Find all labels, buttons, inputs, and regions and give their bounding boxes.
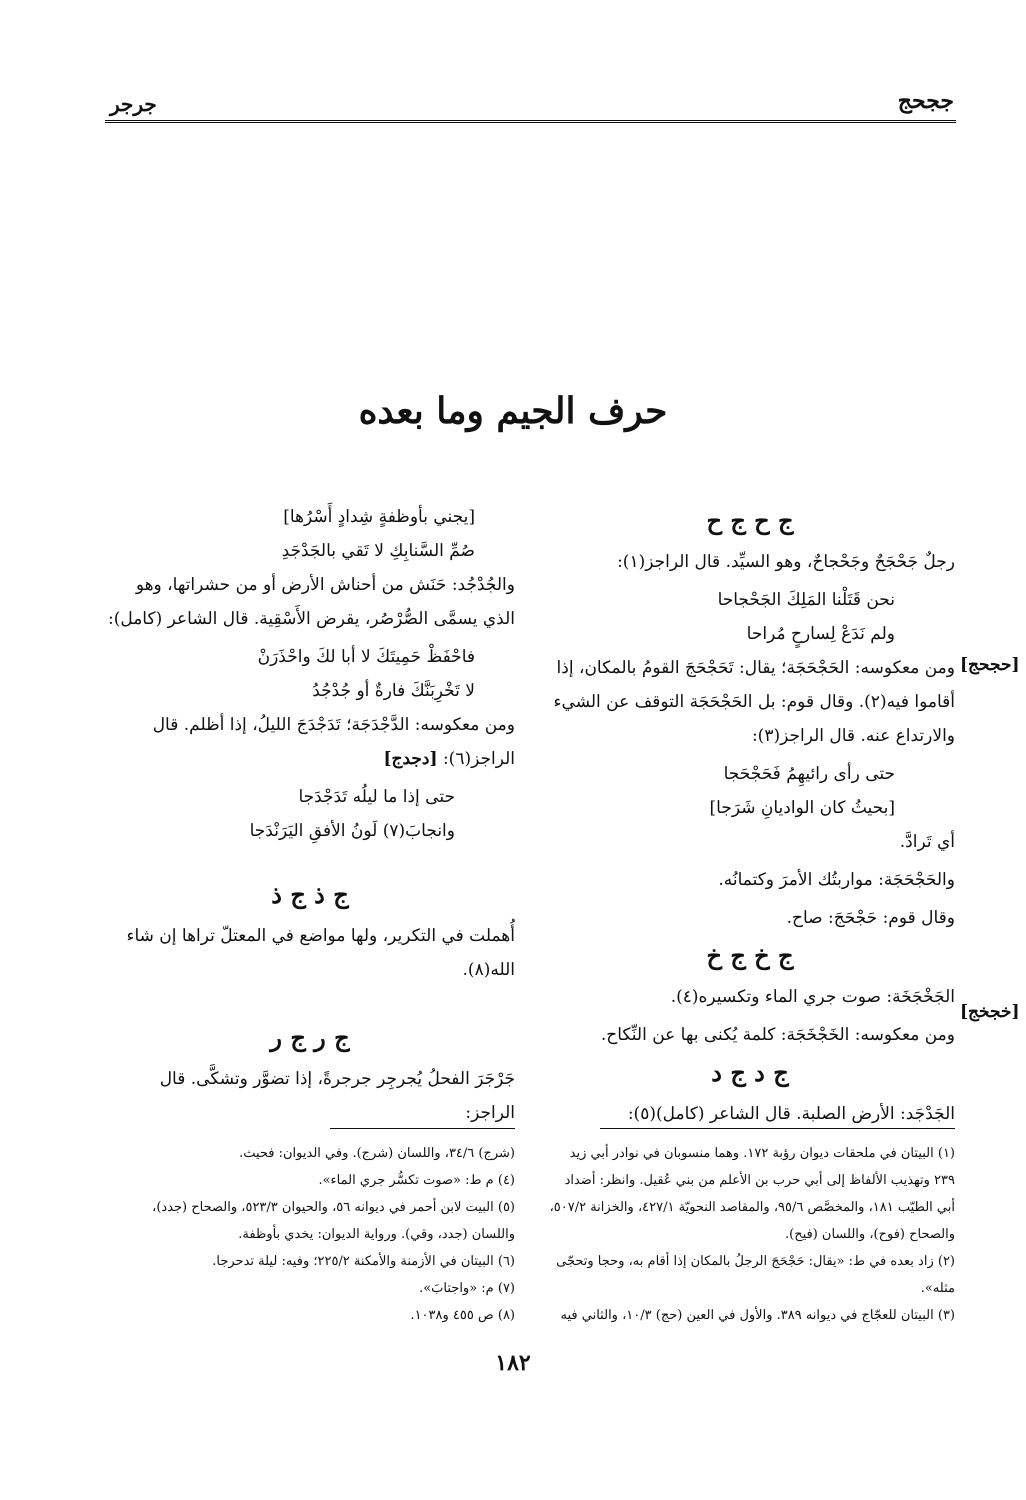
page-number: ١٨٢ [495,1350,531,1376]
verse-line: نحن قَتَلْنا المَلِكَ الجَحْجاحا [717,590,895,610]
margin-tag-dajdaj: [دجدج] [383,749,438,769]
footnotes-right [545,1140,955,1329]
entry-paragraph: والجُدْجُد: حَنَش من أحناش الأرض أو من حشراتها، وهو الذي يسمَّى الصُّرْصُر، يقرض الأَسْقِية. قال الشاعر (كامل): [107,575,515,629]
footnote-rule-left [330,1128,515,1129]
entry-paragraph: جَرْجَرَ الفحلُ يُجرجِر جرجرةً، إذا تضوَّر وتشكَّى. قال الراجز: [159,1069,515,1123]
entry-paragraph: أُهملت في التكرير، ولها مواضع في المعتلّ تراها إن شاء الله(٨). [126,926,515,980]
margin-tag-hajhaj: [حجحج] [960,655,1020,675]
verse-line: فاحْفَظْ حَمِيتَكَ لا أبا لكَ واحْذَرَنْ [257,647,475,667]
verse-line: [يجني بأوظفةٍ شِدادٍ أَسْرُها] [283,507,475,527]
header-rule [105,120,956,123]
footnote: (٢) زاد بعده في ط: «يقال: حَجْحَجَ الرجلُ بالمكان إذا أقام به، وحجا وتحجّى مثله». [556,1254,955,1296]
footnote: (٦) البيتان في الأزمنة والأمكنة ٢٢٥/٢؛ وفيه: ليلة تدحرجا. [212,1254,515,1269]
footnote: (٧) م: «واجتابَ». [419,1281,515,1296]
root-heading: ج خ ج خ [706,941,794,970]
entry-paragraph: ومن معكوسه: الحَجْحَجَة؛ يقال: تَحَجْحَجَ القومُ بالمكان، إذا أقاموا فيه(٢). وقال قوم: بل الحَجْحَجَة التوقف عن الشيء والارتداع عنه. قال الراجز(٣): [553,658,955,746]
footnote: (١) البيتان في ملحقات ديوان رؤبة ١٧٢. وهما منسوبان في نوادر أبي زيد ٢٣٩ وتهذيب الألفاظ إلى أبي حرب بن الأعلم من بني عُقيل. وانظر: أضداد أبي الطيّب ١٨١، والمخصَّص ٩٥/٦، والمقاصد النحويّة ٤٢٧/١، والخزانة ٥٠٧/٢، والصحاح (فوح)، واللسان (فيح). [549,1146,955,1242]
entry-paragraph: ومن معكوسه: الخَجْخَجَة: كلمة يُكنى بها عن النِّكاح. [600,1025,955,1045]
root-heading: ج د ج د [711,1058,789,1087]
verse-line: صُمِّ السَّنابِكِ لا تَقي بالجَدْجَدِ [281,541,475,561]
footnote: (٥) البيت لابن أحمر في ديوانه ٥٦، والحيوان ٥٢٣/٣، والصحاح (جدد)، واللسان (جدد، وقي). ورواية الديوان: يخدي بأوظفة. [152,1200,515,1242]
left-column [105,500,515,1134]
footnote-rule-right [600,1128,955,1129]
margin-tag-khajkhaj: [خجخج] [960,1002,1020,1022]
running-head-left: جرجر [110,92,157,116]
entry-paragraph: والحَجْحَجَة: مواربتُك الأمرَ وكتمانُه. [718,870,955,890]
verse-line: لا تَخْرِبَنَّكَ فارةٌ أو جُدْجُدُ [312,681,475,701]
right-column [545,500,955,1135]
footnote: (٣) البيتان للعجّاج في ديوانه ٣٨٩. والأول في العين (حج) ١٠/٣، والثاني فيه [560,1308,955,1323]
footnote: (شرج) ٣٤/٦، واللسان (شرج). وفي الديوان: فحيث. [239,1146,515,1161]
entry-paragraph: أي تَرادَّ. [899,832,955,852]
verse-line: حتى رأى رائيهِمُ فَحَجْحَجا [723,764,895,784]
root-heading: ج ذ ج ذ [271,880,349,909]
verse-line: حتى إذا ما ليلُه تَدَجْدَجا [298,787,455,807]
root-heading: ج ح ج ح [706,506,794,535]
footnotes-left [105,1140,515,1329]
entry-paragraph: رجلٌ جَحْجَحٌ وجَحْجاحٌ، وهو السيِّد. قال الراجز(١): [617,552,955,572]
entry-paragraph [105,708,515,776]
entry-paragraph: وقال قوم: حَجْحَجَ: صاح. [786,908,955,928]
verse-line: [بحيثُ كان الواديانِ شَرَجا] [709,798,895,818]
footnote: (٤) م ط: «صوت تكسُّر جري الماء». [318,1173,515,1188]
verse-line: ولم نَدَعْ لِسارحٍ مُراحا [746,624,895,644]
entry-paragraph: الجَدْجَد: الأرض الصلبة. قال الشاعر (كامل)(٥): [627,1104,955,1124]
footnote: (٨) ص ٤٥٥ و١٠٣٨. [410,1308,515,1323]
root-heading: ج ر ج ر [270,1023,350,1052]
section-title: حرف الجيم وما بعده [358,390,668,432]
verse-line: وانجابَ(٧) لَونُ الأفقِ اليَرَنْدَجا [249,821,455,841]
entry-paragraph: الجَخْجَخَة: صوت جري الماء وتكسيره(٤). [670,987,955,1007]
running-head-right: ججحج [897,88,954,114]
dajdaj-paragraph-text: ومن معكوسه: الدَّجْدَجَة؛ تَدَجْدَجَ الليلُ، إذا أظلم. قال الراجز(٦): [152,715,515,769]
